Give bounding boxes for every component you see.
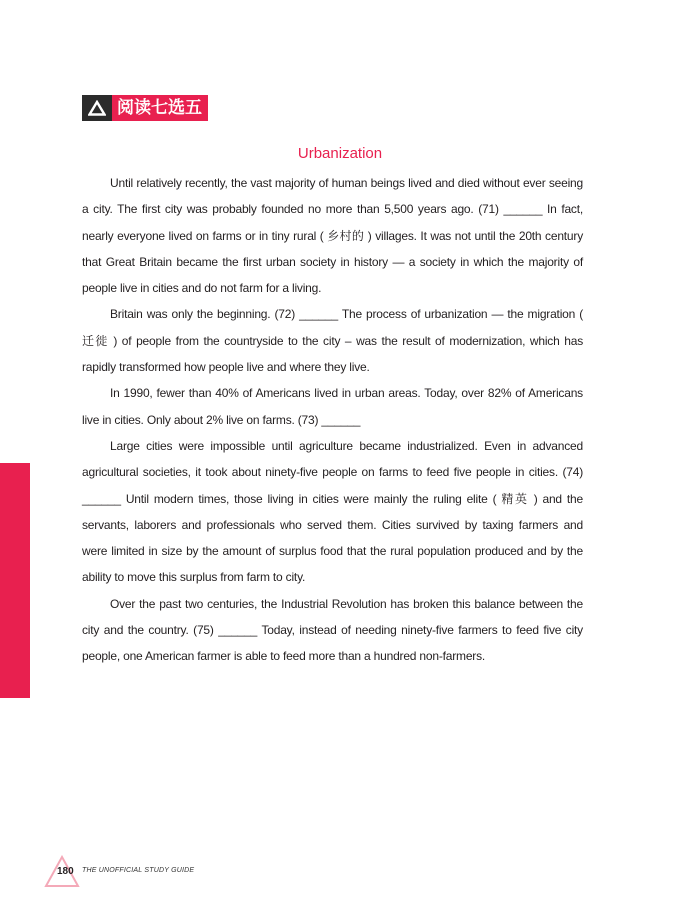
paragraph: Until relatively recently, the vast majority of human beings lived and died without ever seeing a city. The first city was probably founded no more than 5,500 years ago. (71) ______ In fact, nearly everyone lived on farms or in tiny rural ( 乡村的 ) villages. It was not until the 20th century that Great Britain became the first urban society in history — a society in which the majority of people live in cities and do not farm for a living.	[82, 176, 583, 296]
paragraph: Large cities were impossible until agriculture became industrialized. Even in advanced agricultural societies, it took about ninety-five people on farms to feed five people in cities. (74) ______ Until modern times, those living in cities were mainly the ruling elite ( 精英 ) and the servants, laborers and professionals who served them. Cities survived by taxing farmers and were limited in size by the amount of surplus food that the rural population produced and by the ability to move this surplus from farm to city.	[82, 438, 583, 585]
article-title: Urbanization	[297, 145, 383, 162]
paragraph: Over the past two centuries, the Industrial Revolution has broken this balance between the city and the country. (75) ______ Today, instead of needing ninety-five farmers to feed five city people, one American farmer is able to feed more than a hundred non-farmers.	[82, 596, 583, 664]
section-header-label: 阅读七选五	[112, 95, 208, 121]
section-header	[82, 95, 208, 121]
side-color-tab	[0, 463, 30, 698]
paragraph: Britain was only the beginning. (72) ______ The process of urbanization — the migration ( 迁徙 ) of people from the countryside to the city – was the result of modernization, which has rapidly transformed how people live and where they live.	[82, 307, 583, 375]
page-footer	[44, 855, 364, 888]
paragraph: In 1990, fewer than 40% of Americans lived in urban areas. Today, over 82% of Americans live in cities. Only about 2% live on farms. (73) ______	[82, 386, 583, 427]
page-number: 180	[57, 866, 74, 877]
triangle-outline-icon	[82, 95, 112, 121]
guide-name: THE UNOFFICIAL STUDY GUIDE	[82, 867, 195, 874]
article-body	[82, 170, 583, 670]
